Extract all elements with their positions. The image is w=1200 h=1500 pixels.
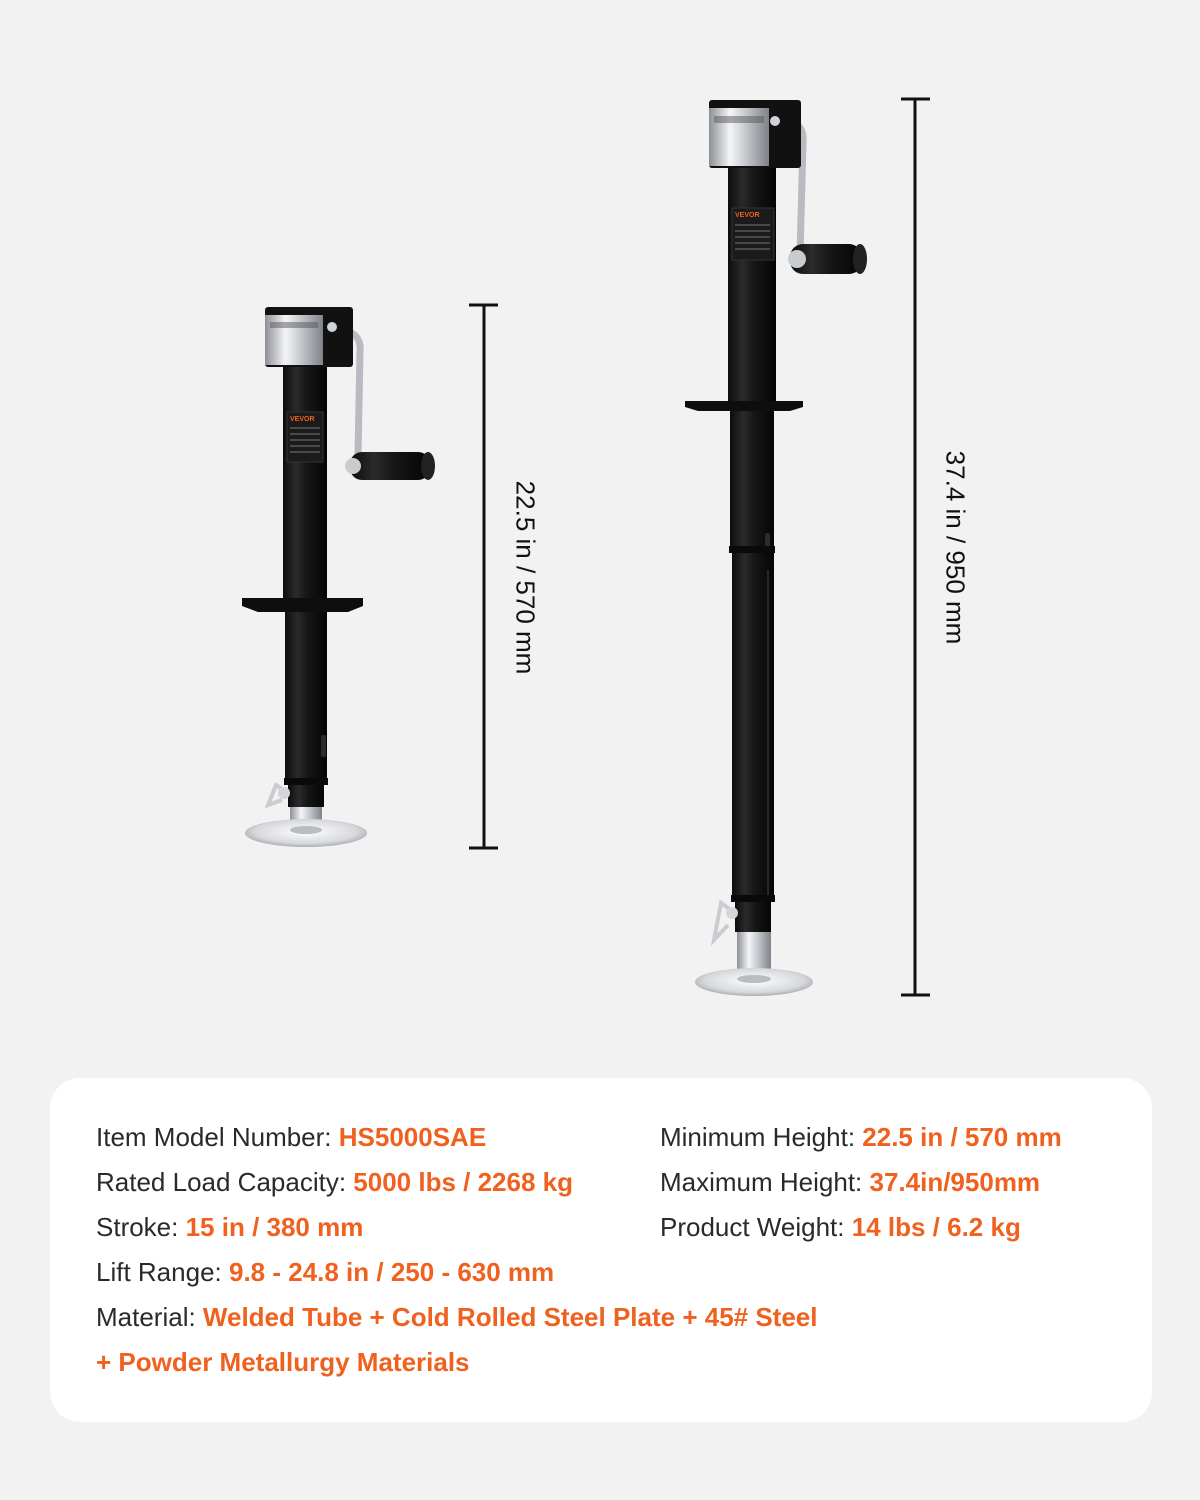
- dimension-label-short: 22.5 in / 570 mm: [510, 480, 541, 675]
- spec-label: Item Model Number:: [96, 1122, 339, 1152]
- dimension-label-tall: 37.4 in / 950 mm: [940, 450, 971, 645]
- spec-card: [50, 1078, 1152, 1422]
- outer-tube: [728, 168, 776, 402]
- spec-label: Rated Load Capacity:: [96, 1167, 354, 1197]
- spec-value: Welded Tube + Cold Rolled Steel Plate + 45# Steel: [202, 1302, 818, 1332]
- inner-tube: [285, 612, 327, 782]
- outer-tube: [283, 367, 327, 602]
- spec-material-continued: [96, 1347, 470, 1377]
- brand-label: VEVOR: [290, 416, 315, 423]
- spec-value: 15 in / 380 mm: [185, 1212, 364, 1242]
- spec-lift-range: [96, 1257, 554, 1287]
- crank-knob-icon: [350, 452, 430, 480]
- mounting-plate: [685, 401, 803, 411]
- spec-max-height: [660, 1167, 1040, 1197]
- spec-model: [96, 1122, 486, 1152]
- spec-label: Stroke:: [96, 1212, 186, 1242]
- short-jack: [242, 307, 435, 847]
- tall-jack: [685, 100, 867, 996]
- spec-value: 22.5 in / 570 mm: [862, 1122, 1062, 1152]
- spec-value: 14 lbs / 6.2 kg: [851, 1212, 1021, 1242]
- spec-value: 9.8 - 24.8 in / 250 - 630 mm: [228, 1257, 555, 1287]
- mounting-plate: [242, 598, 363, 612]
- spec-value: + Powder Metallurgy Materials: [96, 1347, 470, 1377]
- spec-stroke: [96, 1212, 363, 1242]
- spec-label: Product Weight:: [660, 1212, 852, 1242]
- spec-label: Material:: [96, 1302, 203, 1332]
- spec-weight: [660, 1212, 1021, 1242]
- brand-label: VEVOR: [735, 212, 760, 219]
- spec-material: [96, 1302, 817, 1332]
- spec-label: Lift Range:: [96, 1257, 229, 1287]
- dimension-line-short: [469, 305, 498, 848]
- spec-capacity: [96, 1167, 573, 1197]
- spec-label: Minimum Height:: [660, 1122, 863, 1152]
- spec-value: 5000 lbs / 2268 kg: [353, 1167, 573, 1197]
- spec-min-height: [660, 1122, 1062, 1152]
- spec-value: HS5000SAE: [338, 1122, 487, 1152]
- spec-value: 37.4in/950mm: [869, 1167, 1041, 1197]
- dimension-line-tall: [901, 99, 930, 995]
- spec-label: Maximum Height:: [660, 1167, 870, 1197]
